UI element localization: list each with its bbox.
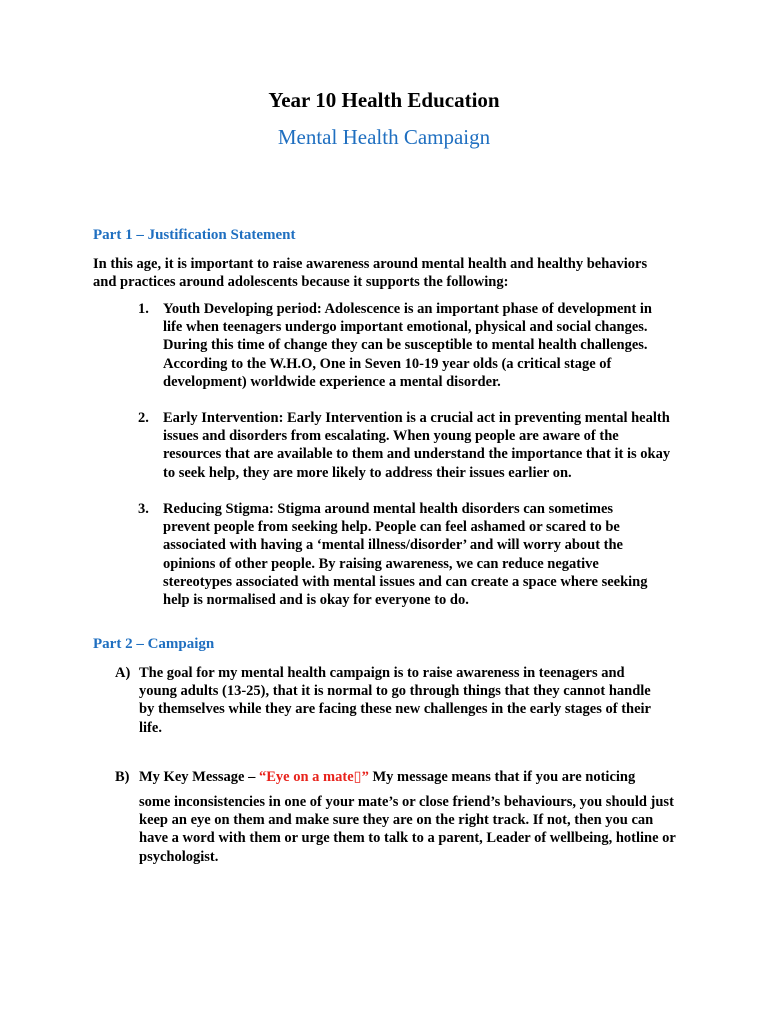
item-b-marker: B) xyxy=(115,769,130,785)
list-item-1-marker: 1. xyxy=(138,301,149,317)
list-item-3-marker: 3. xyxy=(138,501,149,517)
document-title: Year 10 Health Education xyxy=(268,88,500,112)
part1-intro: In this age, it is important to raise awareness around mental health and healthy behaviors and practices around adolescents because it supports the following: xyxy=(93,256,648,291)
list-item-2-text: Early Intervention: Early Intervention is a crucial act in preventing mental health issues and disorders from escalating. When young people are aware of the resources that are available to them and understand the importance that it is okay to seek help, they are more likely to address their issues earlier on. xyxy=(163,410,671,481)
item-b-first-line xyxy=(139,768,679,786)
item-b-continuation: some inconsistencies in one of your mate’s or close friend’s behaviours, you should just keep an eye on them and make sure they are on the right track. If not, then you can have a word with them or urge them to talk to a parent, Leader of wellbeing, hotline or psychologist. xyxy=(139,794,676,865)
key-message-explanation: My message means that if you are noticing xyxy=(368,769,636,785)
item-a-text: The goal for my mental health campaign is to raise awareness in teenagers and young adults (13-25), that it is normal to go through things that they cannot handle by themselves while they are facing these new challenges in the early stages of their life. xyxy=(139,665,651,736)
list-item-1-text: Youth Developing period: Adolescence is an important phase of development in life when teenagers undergo important emotional, physical and social changes. During this time of change they can be susceptible to mental health challenges. According to the W.H.O, One in Seven 10-19 year olds (a critical stage of development) worldwide experience a mental disorder. xyxy=(163,301,652,390)
document-subtitle: Mental Health Campaign xyxy=(277,125,491,149)
list-item-2-marker: 2. xyxy=(138,410,149,426)
key-message: “Eye on a mate▯” xyxy=(259,769,369,785)
key-message-label: My Key Message – xyxy=(139,769,259,785)
item-a-marker: A) xyxy=(115,665,131,681)
list-item-3-text: Reducing Stigma: Stigma around mental health disorders can sometimes prevent people from seeking help. People can feel ashamed or scared to be associated with having a ‘mental illness/disorder’ and will worry about the opinions of other people. By raising awareness, we can reduce negative stereotypes associated with mental issues and can create a space where seeking help is normalised and is okay for everyone to do. xyxy=(163,501,648,609)
part1-heading: Part 1 – Justification Statement xyxy=(93,227,296,243)
part2-heading: Part 2 – Campaign xyxy=(93,636,215,652)
